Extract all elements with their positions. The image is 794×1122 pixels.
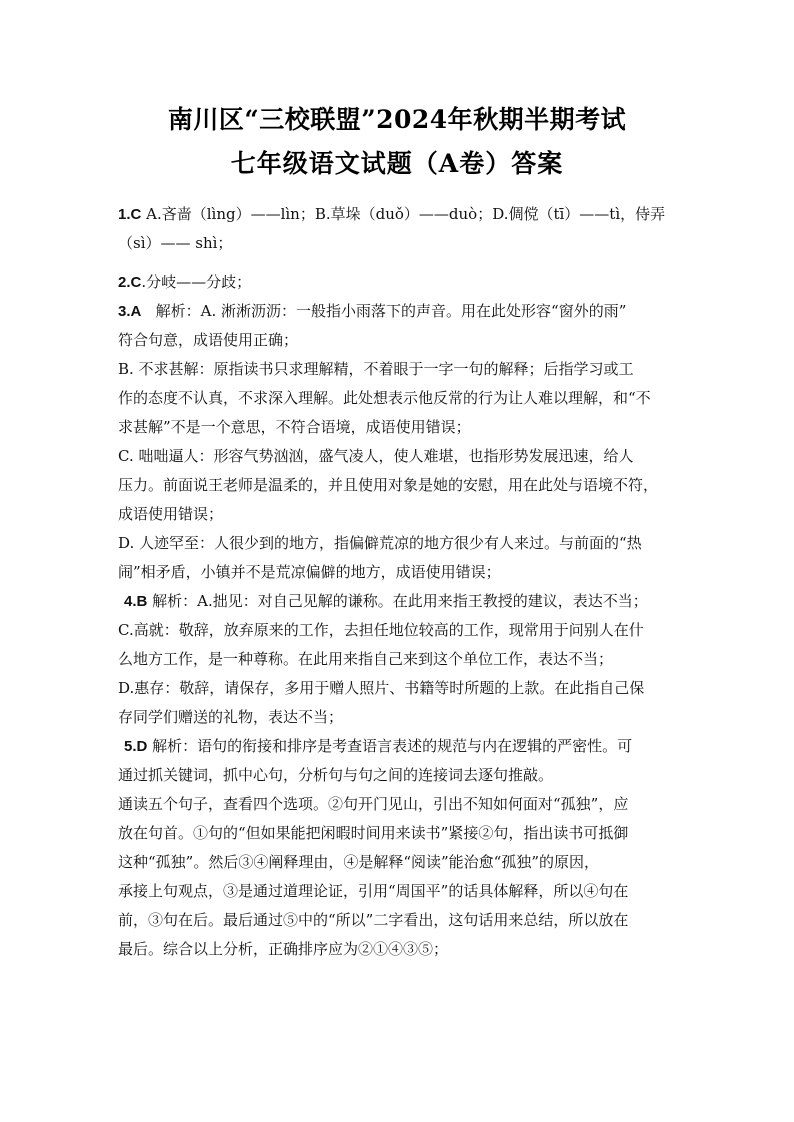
answer-number: 1.C [118,206,142,223]
answer-5-line-4: 放在句首。①句的“但如果能把闲暇时间用来读书”紧接②句，指出读书可抵御 [118,824,629,842]
answer-1-line-2: （sì）—— shì； [118,234,233,252]
answer-3-line-9: D. 人迹罕至：人很少到的地方，指偏僻荒凉的地方很少有人来过。与前面的“热 [118,534,642,552]
answer-2-line-1: 2.C.分岐——分歧； [118,273,252,291]
answer-3-line-2: 符合句意，成语使用正确； [118,331,299,349]
answer-5-line-8: 最后。综合以上分析，正确排序应为②①④③⑤； [118,940,449,958]
answer-3-line-1: 3.A 解析：A. 淅淅沥沥：一般指小雨落下的声音。用在此处形容“窗外的雨” [118,302,627,320]
page-title: 南川区“三校联盟”2024年秋期半期考试 [167,105,627,134]
answer-5-line-2: 通过抓关键词，抓中心句，分析句与句之间的连接词去逐句推敲。 [118,766,554,784]
answer-5-line-1: 5.D 解析：语句的衔接和排序是考查语言表述的规范与内在逻辑的严密性。可 [124,737,633,755]
answer-1-line-1: 1.C A.吝啬（lìng）——lìn；B.草垛（duǒ）——duò；D.倜傥（tī）——tì，侍弄 [118,205,666,223]
answer-4-line-2: C.高就：敬辞，放弃原来的工作，去担任地位较高的工作，现常用于问别人在什 [118,621,644,639]
answer-3-line-3: B. 不求甚解：原指读书只求理解精，不着眼于一字一句的解释；后指学习或工 [118,360,634,378]
answer-4-line-5: 存同学们赠送的礼物，表达不当； [118,708,344,726]
answer-5-line-7: 前，③句在后。最后通过⑤中的“所以”二字看出，这句话用来总结，所以放在 [118,911,629,929]
answer-5-line-6: 承接上句观点，③是通过道理论证，引用“周国平”的话具体解释，所以④句在 [118,882,629,900]
answer-body [118,200,678,964]
answer-3-line-4: 作的态度不认真，不求深入理解。此处想表示他反常的行为让人难以理解，和“不 [118,389,651,407]
answer-4-line-3: 么地方工作，是一种尊称。在此用来指自己来到这个单位工作，表达不当； [118,650,614,668]
answer-3-line-10: 闹”相矛盾，小镇并不是荒凉偏僻的地方，成语使用错误； [118,563,501,581]
answer-number: 2.C [118,274,142,291]
answer-number: 3.A [118,303,142,320]
answer-4-line-1: 4.B 解析：A.拙见：对自己见解的谦称。在此用来指王教授的建议，表达不当； [124,592,648,610]
answer-5-line-3: 通读五个句子，查看四个选项。②句开门见山，引出不知如何面对“孤独”，应 [118,795,629,813]
answer-3-line-8: 成语使用错误； [118,505,224,523]
answer-3-line-6: C. 咄咄逼人：形容气势汹汹，盛气凌人，使人难堪，也指形势发展迅速，给人 [118,447,634,465]
page-subtitle: 七年级语文试题（A卷）答案 [230,149,564,178]
answer-5-line-5: 这种“孤独”。然后③④阐释理由，④是解释“阅读”能治愈“孤独”的原因， [118,853,600,871]
answer-4-line-4: D.惠存：敬辞，请保存，多用于赠人照片、书籍等时所题的上款。在此指自己保 [118,679,645,697]
answer-number: 5.D [124,738,148,755]
answer-3-line-5: 求甚解”不是一个意思，不符合语境，成语使用错误； [118,418,471,436]
answer-3-line-7: 压力。前面说王老师是温柔的，并且使用对象是她的安慰，用在此处与语境不符， [118,476,659,494]
answer-number: 4.B [124,593,148,610]
